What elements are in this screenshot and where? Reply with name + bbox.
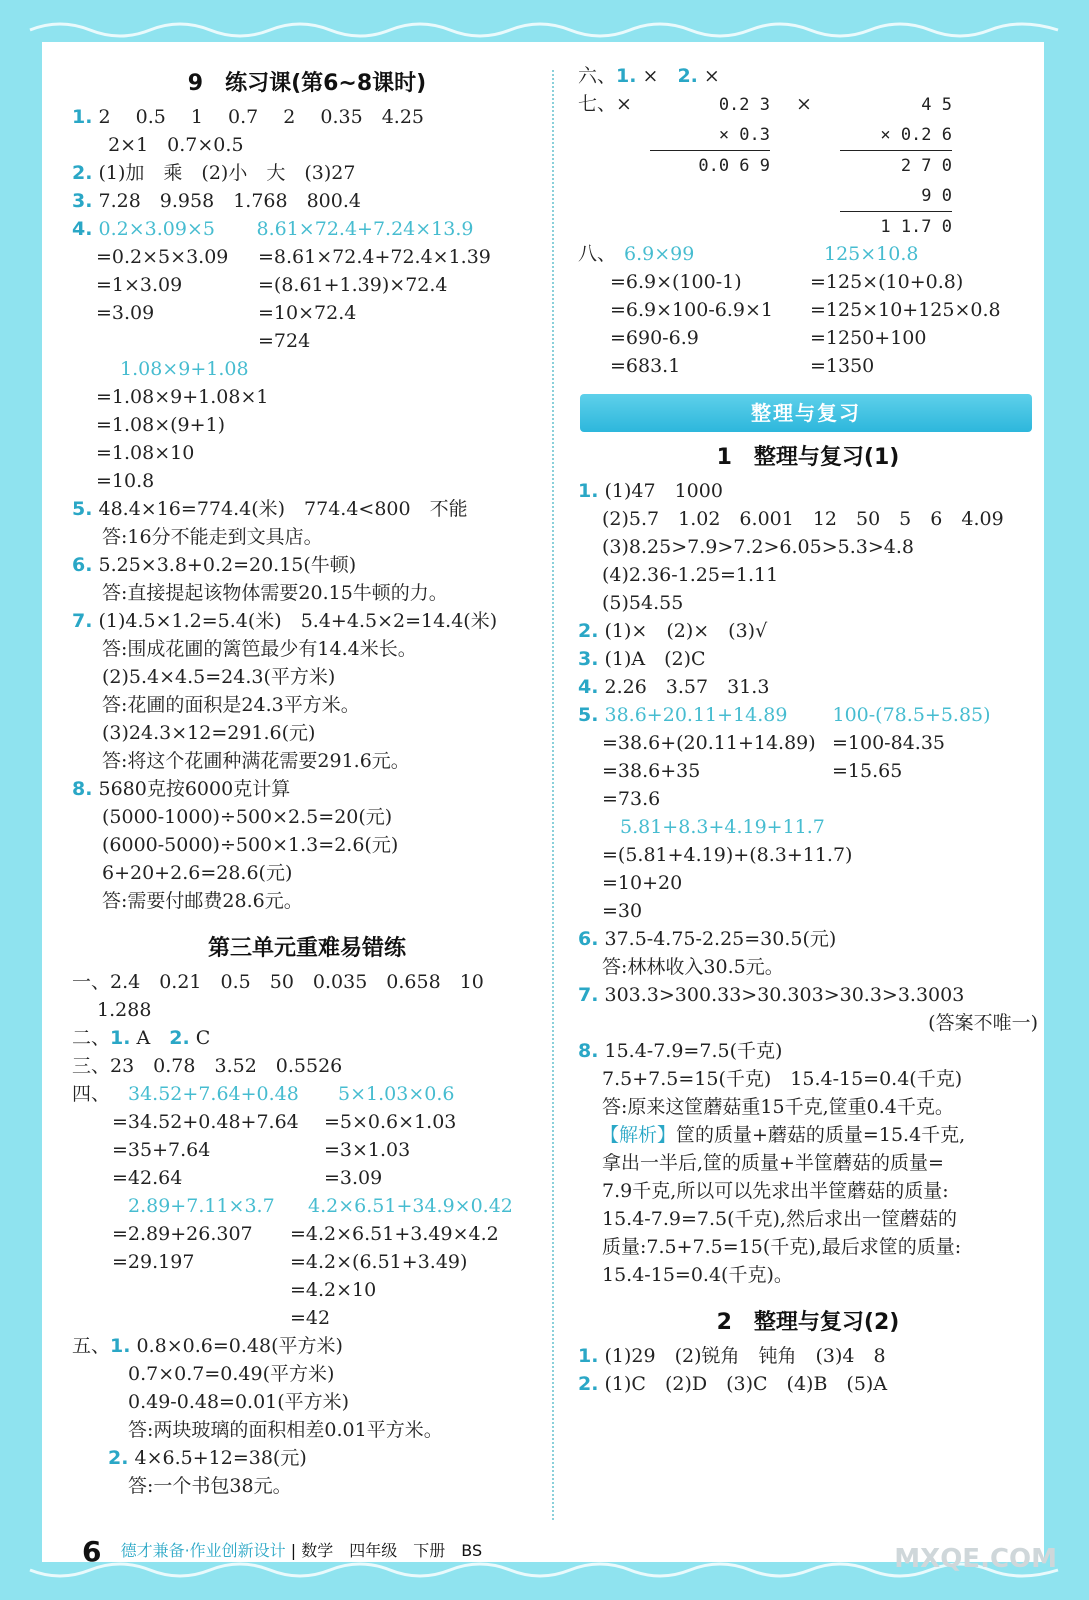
answer-line: (3)24.3×12=291.6(元) <box>102 722 316 744</box>
calc-line: =73.6 <box>602 788 661 810</box>
calc-line: =1.08×9+1.08×1 <box>96 386 269 408</box>
question-number: 7. <box>72 610 93 632</box>
calc-line: =38.6+(20.11+14.89) =100-84.35 <box>602 732 945 754</box>
calc-line: =34.52+0.48+7.64 =5×0.6×1.03 <box>112 1111 457 1133</box>
answer-line: (5000-1000)÷500×2.5=20(元) <box>102 806 393 828</box>
right-column: 六、1. × 2. × 七、× 0.2 3 × 0.3 0.0 6 9 × 4 5 × 0.2 6 2 7 0 9 0 1 1.7 0 八、 6.9×99 125×10.8 =6.9×(100-1) =125×(10+0.8) =6.9×100-6.9×1 =125×10+125×0.8 =690-6.9 =1250+100 =683.1 =1350 整理与复习 1 整理与复习(1) 1. (1)47 1000 (2)5.7 1.02 6.001 12 50 5 6 4.09 (3)8.25>7.9>7.2>6.05>5.3>4.8 (4)2.36-1.25=1.11 (5)54.55 2. (1)× (2)× (3)√ 3. (1)A (2)C 4. 2.26 3.57 31.3 5. 38.6+20.11+14.89 100-(78.5+5.85) =38.6+(20.11+14.89) =100-84.35 =38.6+35 =15.65 =73.6 5.81+8.3+4.19+11.7 =(5.81+4.19)+(8.3+11.7) =10+20 =30 6. 37.5-4.75-2.25=30.5(元) 答:林林收入30.5元。 7. 303.3>300.33>30.303>30.3>3.3003 (答案不唯一) 8. 15.4-7.9=7.5(千克) 7.5+7.5=15(千克) 15.4-15=0.4(千克) 答:原来这筐蘑菇重15千克,筐重0.4千克。 【解析】筐的质量+蘑菇的质量=15.4千克, 拿出一半后,筐的质量+半筐蘑菇的质量= 7.9千克,所以可以先求出半筐蘑菇的质量: 15.4-7.9=7.5(千克),然后求出一筐蘑菇的 质量:7.5+7.5=15(千克),最后求筐的质量: 15.4-15=0.4(千克)。 2 整理与复习(2) 1. (1)29 (2)锐角 钝角 (3)4 8 2. (1)C (2)D (3)C (4)B (5)A <box>578 62 1038 1398</box>
unit3-title: 第三单元重难易错练 <box>207 936 406 961</box>
answer-line: 7.5+7.5=15(千克) 15.4-15=0.4(千克) <box>602 1068 963 1090</box>
calc-line: =6.9×100-6.9×1 =125×10+125×0.8 <box>610 299 1001 321</box>
calc-line: =724 <box>258 330 311 352</box>
answer-line: 0.49-0.48=0.01(平方米) <box>128 1391 350 1413</box>
answer-line: 2×1 0.7×0.5 <box>96 134 244 156</box>
watermark: MXQE.COM <box>894 1544 1057 1574</box>
answer-line: 4. 2.26 3.57 31.3 <box>578 676 770 698</box>
question-number: 3. <box>72 190 93 212</box>
answer-line: 0.7×0.7=0.49(平方米) <box>128 1363 335 1385</box>
question-number: 6. <box>578 928 599 950</box>
answer-line: 答:原来这筐蘑菇重15千克,筐重0.4千克。 <box>602 1096 954 1118</box>
calc-line: =29.197 =4.2×(6.51+3.49) <box>112 1251 468 1273</box>
question-number: 1. <box>578 1345 599 1367</box>
answer-line: 答:两块玻璃的面积相差0.01平方米。 <box>128 1419 443 1441</box>
answer-line: 2. (1)C (2)D (3)C (4)B (5)A <box>578 1373 888 1395</box>
q4-block: 4. 0.2×3.09×5 8.61×72.4+7.24×13.9 =0.2×5×3.09 =8.61×72.4+72.4×1.39 =1×3.09 =(8.61+1.39)×72.4 =3.09 =10×72.4 =724 1.08×9+1.08 =1.08×9+1.08×1 =1.08×(9+1) =1.08×10 =10.8 <box>72 215 542 495</box>
calc-line: =3.09 =10×72.4 <box>96 302 357 324</box>
column-divider <box>552 70 554 1520</box>
question-number: 1. <box>578 480 599 502</box>
question-number: 5. <box>72 498 93 520</box>
question-number: 8. <box>578 1040 599 1062</box>
answer-line: 1. (1)29 (2)锐角 钝角 (3)4 8 <box>578 1345 886 1367</box>
vertical-multiplication: 七、× 0.2 3 × 0.3 0.0 6 9 × 4 5 × 0.2 6 2 7 0 9 0 1 1.7 0 <box>578 93 952 237</box>
answer-line: (5)54.55 <box>602 592 684 614</box>
question-number: 3. <box>578 648 599 670</box>
answer-line: 1. 2 0.5 1 0.7 2 0.35 4.25 <box>72 106 424 128</box>
calc-line: =0.2×5×3.09 =8.61×72.4+72.4×1.39 <box>96 246 491 268</box>
answer-line: 2. (1)× (2)× (3)√ <box>578 620 768 642</box>
answer-line: 答:一个书包38元。 <box>128 1475 292 1497</box>
calc-line: =30 <box>602 900 643 922</box>
answer-line: (2)5.4×4.5=24.3(平方米) <box>102 666 336 688</box>
answer-line: (3)8.25>7.9>7.2>6.05>5.3>4.8 <box>602 536 914 558</box>
calc-line: 15.4-15=0.4(千克)。 <box>602 1264 793 1286</box>
answer-line: 答:需要付邮费28.6元。 <box>102 890 303 912</box>
answer-line: 答:将这个花圃种满花需要291.6元。 <box>102 750 410 772</box>
calc-line: 拿出一半后,筐的质量+半筐蘑菇的质量= <box>602 1152 944 1174</box>
page-number: 6 <box>82 1535 102 1568</box>
calc-line: =1×3.09 =(8.61+1.39)×72.4 <box>96 274 448 296</box>
answer-line: 3. 7.28 9.958 1.768 800.4 <box>72 190 361 212</box>
calc-line: =10.8 <box>96 470 155 492</box>
question-number: 2. <box>72 162 93 184</box>
question-number: 2. <box>578 1373 599 1395</box>
page-footer: 6 德才兼备·作业创新设计 | 数学 四年级 下册 BS <box>82 1535 483 1568</box>
answer-line: 1. (1)47 1000 <box>578 480 723 502</box>
calc-line: =4.2×10 <box>290 1279 377 1301</box>
calc-line: 7.9千克,所以可以先求出半筐蘑菇的质量: <box>602 1180 949 1202</box>
answer-line: 8. 15.4-7.9=7.5(千克) <box>578 1040 783 1062</box>
answer-line: 答:直接提起该物体需要20.15牛顿的力。 <box>102 582 448 604</box>
question-number: 7. <box>578 984 599 1006</box>
answer-line: (4)2.36-1.25=1.11 <box>602 564 779 586</box>
calc-line: =42.64 =3.09 <box>112 1167 383 1189</box>
note: (答案不唯一) <box>928 1012 1038 1034</box>
section-title: 9 练习课(第6~8课时) <box>187 71 427 96</box>
answer-line: (6000-5000)÷500×1.3=2.6(元) <box>102 834 399 856</box>
calc-line: =2.89+26.307 =4.2×6.51+3.49×4.2 <box>112 1223 499 1245</box>
calc-line: 15.4-7.9=7.5(千克),然后求出一筐蘑菇的 <box>602 1208 957 1230</box>
calc-line: =42 <box>290 1307 331 1329</box>
answer-line: 5. 48.4×16=774.4(米) 774.4<800 不能 <box>72 498 468 520</box>
calc-line: =38.6+35 =15.65 <box>602 760 903 782</box>
answer-line: 答:16分不能走到文具店。 <box>102 526 323 548</box>
calc-line: 质量:7.5+7.5=15(千克),最后求筐的质量: <box>602 1236 962 1258</box>
answer-line: 6+20+2.6=28.6(元) <box>102 862 293 884</box>
answer-line: 3. (1)A (2)C <box>578 648 706 670</box>
question-number: 6. <box>72 554 93 576</box>
answer-line: 2. 4×6.5+12=38(元) <box>108 1447 307 1469</box>
calc-line: =6.9×(100-1) =125×(10+0.8) <box>610 271 964 293</box>
answer-line: 答:围成花圃的篱笆最少有14.4米长。 <box>102 638 417 660</box>
calc-line: =683.1 =1350 <box>610 355 875 377</box>
book-info: 数学 四年级 下册 BS <box>301 1541 483 1560</box>
answer-line: (2)5.7 1.02 6.001 12 50 5 6 4.09 <box>602 508 1004 530</box>
answer-line: 7. 303.3>300.33>30.303>30.3>3.3003 <box>578 984 965 1006</box>
sec2-title: 2 整理与复习(2) <box>716 1310 900 1335</box>
question-number: 4. <box>578 676 599 698</box>
left-column: 9 练习课(第6~8课时) 1. 2 0.5 1 0.7 2 0.35 4.25 2×1 0.7×0.5 2. (1)加 乘 (2)小 大 (3)27 3. 7.28 9.958 1.768 800.4 4. 0.2×3.09×5 8.61×72.4+7.24×13.9 =0.2×5×3.09 =8.61×72.4+72.4×1.39 =1×3.09 =(8.61+1.39)×72.4 =3.09 =10×72.4 =724 1.08×9+1.08 =1.08×9+1.08×1 =1.08×(9+1) =1.08×10 =10.8 5. 48.4×16=774.4(米) 774.4<800 不能 答:16分不能走到文具店。 6. 5.25×3.8+0.2=20.15(牛顿) 答:直接提起该物体需要20.15牛顿的力。 7. (1)4.5×1.2=5.4(米) 5.4+4.5×2=14.4(米) 答:围成花圃的篱笆最少有14.4米长。 (2)5.4×4.5=24.3(平方米) 答:花圃的面积是24.3平方米。 (3)24.3×12=291.6(元) 答:将这个花圃种满花需要291.6元。 8. 5680克按6000克计算 (5000-1000)÷500×2.5=20(元) (6000-5000)÷500×1.3=2.6(元) 6+20+2.6=28.6(元) 答:需要付邮费28.6元。 第三单元重难易错练 一、2.4 0.21 0.5 50 0.035 0.658 10 1.288 二、1. A 2. C 三、23 0.78 3.52 0.5526 四、 34.52+7.64+0.48 5×1.03×0.6 =34.52+0.48+7.64 =5×0.6×1.03 =35+7.64 =3×1.03 =42.64 =3.09 2.89+7.11×3.7 4.2×6.51+34.9×0.42 =2.89+26.307 =4.2×6.51+3.49×4.2 =29.197 =4.2×(6.51+3.49) =4.2×10 =42 五、1. 0.8×0.6=0.48(平方米) 0.7×0.7=0.49(平方米) 0.49-0.48=0.01(平方米) 答:两块玻璃的面积相差0.01平方米。 2. 4×6.5+12=38(元) 答:一个书包38元。 <box>72 62 542 1500</box>
answer-line: 7. (1)4.5×1.2=5.4(米) 5.4+4.5×2=14.4(米) <box>72 610 498 632</box>
calc-line: =690-6.9 =1250+100 <box>610 327 927 349</box>
question-number: 2. <box>578 620 599 642</box>
answer-line: 2. (1)加 乘 (2)小 大 (3)27 <box>72 162 356 184</box>
calc-line: =(5.81+4.19)+(8.3+11.7) <box>602 844 853 866</box>
brand: 德才兼备·作业创新设计 <box>120 1541 286 1560</box>
review-banner: 整理与复习 <box>580 394 1032 432</box>
calc-line: =10+20 <box>602 872 683 894</box>
sec1-title: 1 整理与复习(1) <box>716 445 900 470</box>
answer-line: 答:林林收入30.5元。 <box>602 956 784 978</box>
answer-line: 五、1. 0.8×0.6=0.48(平方米) <box>72 1335 343 1357</box>
calc-line: =35+7.64 =3×1.03 <box>112 1139 411 1161</box>
calc-line: =1.08×(9+1) <box>96 414 226 436</box>
answer-line: 答:花圃的面积是24.3平方米。 <box>102 694 360 716</box>
calc-line: =1.08×10 <box>96 442 195 464</box>
question-number: 8. <box>72 778 93 800</box>
answer-line: 6. 5.25×3.8+0.2=20.15(牛顿) <box>72 554 357 576</box>
question-number: 1. <box>72 106 93 128</box>
answer-line: 8. 5680克按6000克计算 <box>72 778 291 800</box>
answer-line: 6. 37.5-4.75-2.25=30.5(元) <box>578 928 837 950</box>
